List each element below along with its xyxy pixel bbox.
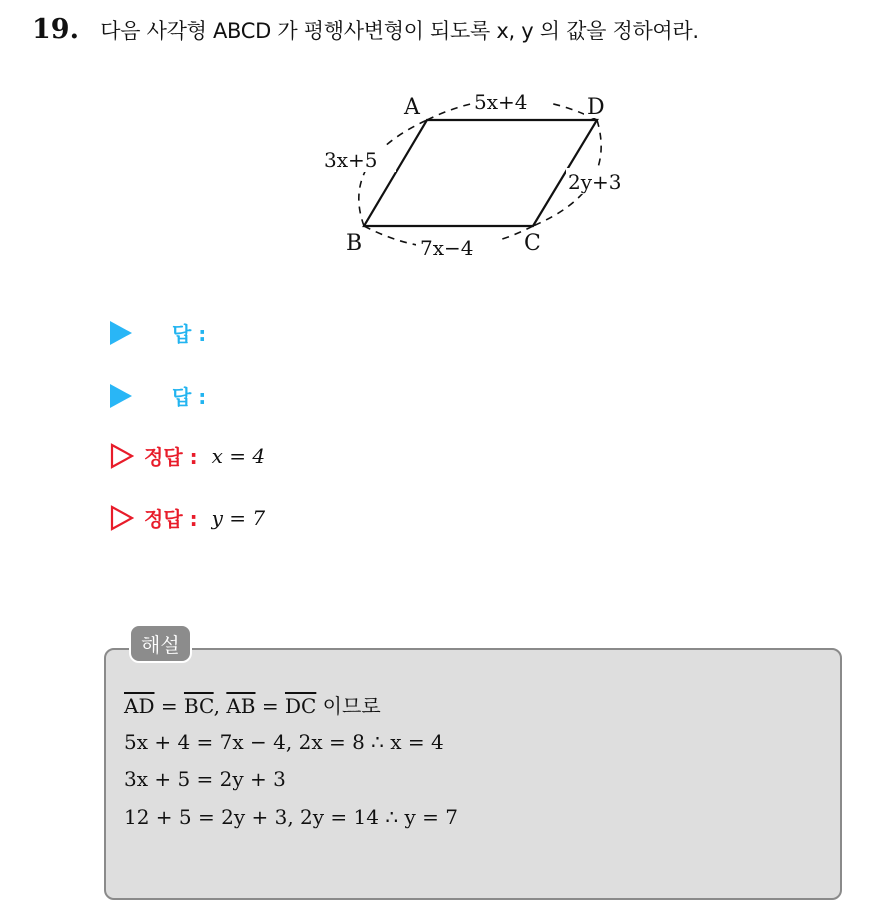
label-ad: 5x+4 <box>474 90 528 114</box>
answer-label: 답 : <box>172 322 207 346</box>
question <box>32 14 699 45</box>
vertex-b: B <box>346 231 363 256</box>
vertex-a: A <box>404 95 420 120</box>
explanation-line-4: 12 + 5 = 2y + 3, 2y = 14 ∴ y = 7 <box>124 805 458 829</box>
solution-value: x = 4 <box>211 443 266 468</box>
equals: = <box>255 694 285 718</box>
answer-row-2 <box>110 381 206 410</box>
solution-value: y = 7 <box>211 505 266 530</box>
play-icon <box>110 321 132 345</box>
segment-ad: $\overline{AD}$ <box>124 694 155 718</box>
triangle-outline-icon <box>110 443 134 469</box>
parallelogram-svg <box>300 80 660 270</box>
vertex-c: C <box>524 231 541 256</box>
answer-row-1 <box>110 318 206 347</box>
segment-ab: $\overline{AB}$ <box>226 694 256 718</box>
question-text: 다음 사각형 ABCD 가 평행사변형이 되도록 x, y 의 값을 정하여라. <box>100 19 699 43</box>
label-bc: 7x−4 <box>420 236 474 260</box>
label-dc: 2y+3 <box>568 170 622 194</box>
solution-label: 정답 : <box>144 507 198 531</box>
solution-row-2 <box>110 503 265 532</box>
tail-text: 이므로 <box>316 694 381 718</box>
explanation-tag: 해설 <box>129 624 192 663</box>
play-icon <box>110 384 132 408</box>
explanation-line-2: 5x + 4 = 7x − 4, 2x = 8 ∴ x = 4 <box>124 730 444 754</box>
comma: , <box>213 694 227 718</box>
segment-bc: $\overline{BC}$ <box>183 694 214 718</box>
equals: = <box>154 694 184 718</box>
answer-label: 답 : <box>172 385 207 409</box>
vertex-d: D <box>587 95 605 120</box>
explanation-line-3: 3x + 5 = 2y + 3 <box>124 767 286 791</box>
explanation-line-1 <box>124 690 381 719</box>
triangle-outline-icon <box>110 505 134 531</box>
parallelogram-figure <box>300 80 660 270</box>
label-ab: 3x+5 <box>324 148 378 172</box>
segment-dc: $\overline{DC}$ <box>284 694 317 718</box>
question-number: 19. <box>32 14 79 45</box>
solution-row-1 <box>110 441 265 470</box>
solution-label: 정답 : <box>144 445 198 469</box>
